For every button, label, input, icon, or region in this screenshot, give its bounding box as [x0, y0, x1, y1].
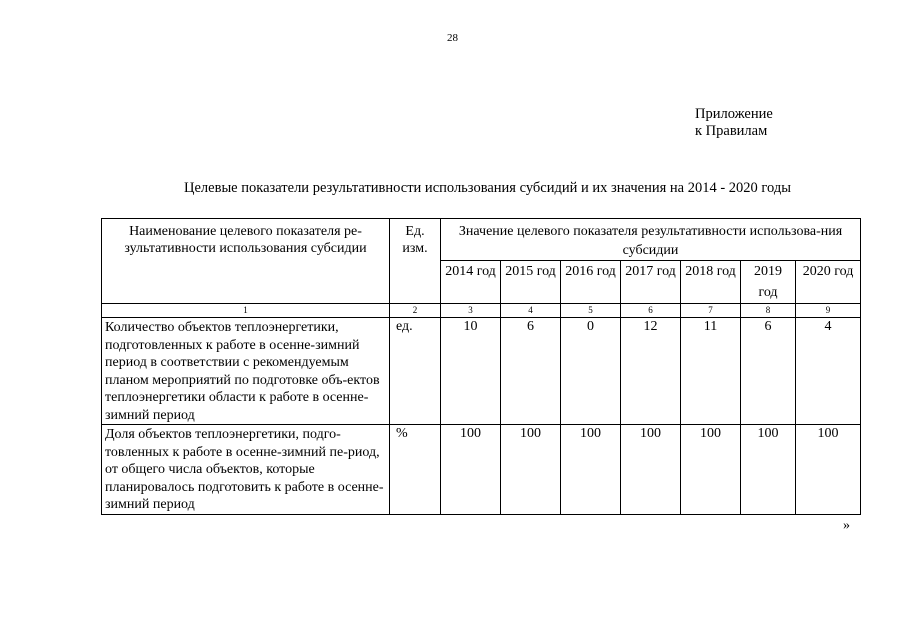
indicator-name: Количество объектов теплоэнергетики, подготовленных к работе в осенне-зимний период в соответствии с рекомендуемым планом мероприятий по подготовке объ-ектов теплоэнергетики области к работе в осенне-зимний период: [102, 318, 390, 425]
column-number: 8: [741, 304, 796, 318]
document-title: Целевые показатели результативности использования субсидий и их значения на 2014 - 2020 годы: [184, 180, 791, 196]
table-row: [102, 318, 861, 425]
indicator-value: 100: [441, 425, 501, 515]
table-row: [102, 425, 861, 515]
header-year: 2020 год: [796, 261, 861, 304]
indicator-value: 100: [501, 425, 561, 515]
indicator-name: Доля объектов теплоэнергетики, подго-товленных к работе в осенне-зимний пе-риод, от общего числа объектов, которые планировалось подготовить к работе в осенне-зимний период: [102, 425, 390, 515]
closing-quote: »: [843, 518, 850, 533]
column-number: 7: [681, 304, 741, 318]
indicator-value: 100: [621, 425, 681, 515]
indicator-unit: %: [390, 425, 441, 515]
header-year: 2014 год: [441, 261, 501, 304]
indicators-table: [101, 218, 861, 515]
indicator-value: 4: [796, 318, 861, 425]
indicator-value: 11: [681, 318, 741, 425]
indicator-value: 0: [561, 318, 621, 425]
column-number: 5: [561, 304, 621, 318]
header-values: Значение целевого показателя результативности использова-ния субсидии: [441, 219, 861, 261]
header-year: 2017 год: [621, 261, 681, 304]
column-number: 1: [102, 304, 390, 318]
indicator-unit: ед.: [390, 318, 441, 425]
column-number: 6: [621, 304, 681, 318]
header-year: 2018 год: [681, 261, 741, 304]
header-year: 2019 год: [741, 261, 796, 304]
indicator-value: 100: [741, 425, 796, 515]
column-number: 4: [501, 304, 561, 318]
indicator-value: 100: [796, 425, 861, 515]
indicator-value: 12: [621, 318, 681, 425]
page-number: 28: [447, 32, 458, 44]
appendix-line-1: Приложение: [695, 106, 773, 122]
header-unit: Ед. изм.: [390, 219, 441, 304]
column-number: 3: [441, 304, 501, 318]
appendix-line-2: к Правилам: [695, 123, 768, 139]
header-indicator-name: Наименование целевого показателя ре-зультативности использования субсидии: [102, 219, 390, 304]
column-number: 2: [390, 304, 441, 318]
indicator-value: 6: [741, 318, 796, 425]
indicator-value: 10: [441, 318, 501, 425]
indicator-value: 100: [561, 425, 621, 515]
appendix-note: [695, 106, 773, 140]
column-number: 9: [796, 304, 861, 318]
header-year: 2016 год: [561, 261, 621, 304]
header-year: 2015 год: [501, 261, 561, 304]
indicator-value: 6: [501, 318, 561, 425]
indicator-value: 100: [681, 425, 741, 515]
